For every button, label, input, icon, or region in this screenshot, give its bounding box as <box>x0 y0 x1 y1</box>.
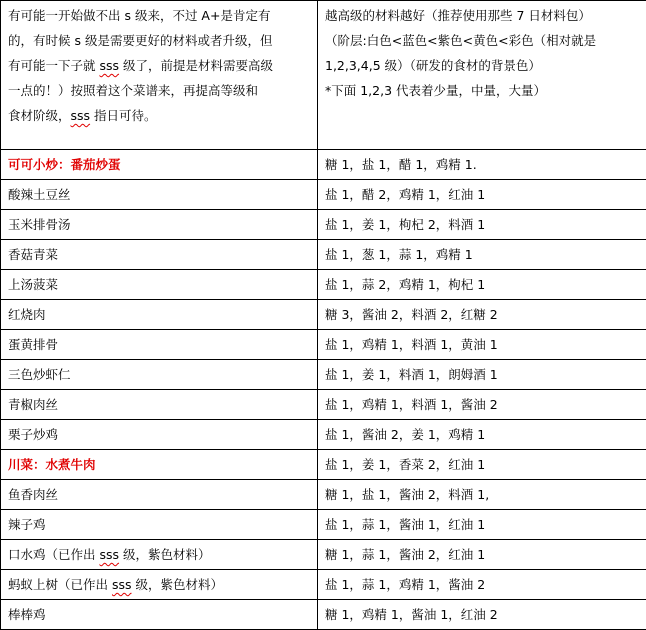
table-row <box>1 480 646 510</box>
dish-name-cell <box>1 540 318 570</box>
dish-name-cell <box>1 570 318 600</box>
sss-grade-text: sss <box>99 58 119 73</box>
table-row <box>1 360 646 390</box>
dish-name-cell <box>1 150 318 180</box>
dish-name-cell <box>1 270 318 300</box>
ingredients-cell <box>318 330 646 360</box>
table-row <box>1 240 646 270</box>
dish-name-cell <box>1 360 318 390</box>
ingredients-text: 盐 1，葱 1，蒜 1，鸡精 1 <box>325 247 473 262</box>
table-row <box>1 540 646 570</box>
header-notes-left <box>1 1 318 150</box>
section-title: 可可小炒：番茄炒蛋 <box>8 157 121 172</box>
dish-name: 上汤菠菜 <box>8 277 58 292</box>
ingredients-cell <box>318 210 646 240</box>
ingredients-text: 盐 1，鸡精 1，料酒 1，酱油 2 <box>325 397 498 412</box>
table-row <box>1 510 646 540</box>
ingredients-cell <box>318 510 646 540</box>
dish-name-suffix: 级，紫色材料） <box>119 547 210 562</box>
ingredients-text: 盐 1，鸡精 1，料酒 1，黄油 1 <box>325 337 498 352</box>
sss-grade-text: sss <box>112 577 132 592</box>
ingredients-text: 糖 1，盐 1，酱油 2，料酒 1, <box>325 487 489 502</box>
header-right-line: 1,2,3,4,5 级）（研发的食材的背景色） <box>325 53 646 78</box>
ingredients-cell <box>318 240 646 270</box>
ingredients-cell <box>318 390 646 420</box>
table-row <box>1 390 646 420</box>
ingredients-cell <box>318 300 646 330</box>
dish-name-cell <box>1 480 318 510</box>
dish-name-cell <box>1 510 318 540</box>
header-right-line: *下面 1,2,3 代表着少量，中量，大量） <box>325 78 646 103</box>
header-left-text: 的，有时候 s 级是需要更好的材料或者升级，但 <box>8 33 272 48</box>
dish-name: 红烧肉 <box>8 307 46 322</box>
dish-name: 玉米排骨汤 <box>8 217 71 232</box>
table-row <box>1 450 646 480</box>
header-left-line <box>8 3 311 28</box>
dish-name-cell <box>1 330 318 360</box>
dish-name: 三色炒虾仁 <box>8 367 71 382</box>
ingredients-cell <box>318 570 646 600</box>
ingredients-text: 盐 1，蒜 2，鸡精 1，枸杞 1 <box>325 277 485 292</box>
table-header-row <box>1 1 646 150</box>
ingredients-cell <box>318 270 646 300</box>
table-row <box>1 210 646 240</box>
ingredients-text: 糖 3，酱油 2，料酒 2，红糖 2 <box>325 307 498 322</box>
header-right-line: 越高级的材料越好（推荐使用那些 7 日材料包） <box>325 3 646 28</box>
dish-name: 蚂蚁上树（已作出 <box>8 577 112 592</box>
dish-name-cell <box>1 240 318 270</box>
dish-name-suffix: 级，紫色材料） <box>132 577 223 592</box>
ingredients-text: 盐 1，姜 1，枸杞 2，料酒 1 <box>325 217 485 232</box>
ingredients-cell <box>318 600 646 630</box>
header-left-text: 有可能一开始做不出 s 级来，不过 A+是肯定有 <box>8 8 270 23</box>
sss-grade-text: sss <box>71 108 91 123</box>
header-left-line <box>8 78 311 103</box>
dish-name: 辣子鸡 <box>8 517 46 532</box>
dish-name-cell <box>1 420 318 450</box>
header-left-line <box>8 28 311 53</box>
header-left-text: 指日可待。 <box>90 108 156 123</box>
sss-grade-text: sss <box>99 547 119 562</box>
ingredients-cell <box>318 540 646 570</box>
ingredients-text: 糖 1，蒜 1，酱油 2，红油 1 <box>325 547 485 562</box>
table-row <box>1 270 646 300</box>
dish-name: 鱼香肉丝 <box>8 487 58 502</box>
ingredients-text: 盐 1，醋 2，鸡精 1，红油 1 <box>325 187 485 202</box>
ingredients-cell <box>318 420 646 450</box>
header-left-text: 食材阶级， <box>8 108 71 123</box>
ingredients-cell <box>318 480 646 510</box>
table-row <box>1 600 646 630</box>
ingredients-cell <box>318 360 646 390</box>
dish-name-cell <box>1 210 318 240</box>
table-row <box>1 420 646 450</box>
header-left-line <box>8 103 311 128</box>
table-row <box>1 180 646 210</box>
table-row <box>1 570 646 600</box>
recipe-table-body <box>1 1 646 630</box>
header-left-text: 一点的！）按照着这个菜谱来，再提高等级和 <box>8 83 258 98</box>
ingredients-text: 盐 1，酱油 2，姜 1，鸡精 1 <box>325 427 485 442</box>
ingredients-cell <box>318 180 646 210</box>
ingredients-cell <box>318 450 646 480</box>
ingredients-text: 盐 1，蒜 1，酱油 1，红油 1 <box>325 517 485 532</box>
dish-name: 棒棒鸡 <box>8 607 46 622</box>
dish-name-cell <box>1 600 318 630</box>
header-right-line: （阶层:白色<蓝色<紫色<黄色<彩色（相对就是 <box>325 28 646 53</box>
dish-name-cell <box>1 300 318 330</box>
dish-name: 香菇青菜 <box>8 247 58 262</box>
table-row <box>1 150 646 180</box>
header-left-text: 有可能一下子就 <box>8 58 99 73</box>
dish-name-cell <box>1 390 318 420</box>
dish-name-cell <box>1 450 318 480</box>
ingredients-text: 盐 1，蒜 1，鸡精 1，酱油 2 <box>325 577 485 592</box>
dish-name: 栗子炒鸡 <box>8 427 58 442</box>
table-row <box>1 300 646 330</box>
ingredients-text: 糖 1，鸡精 1，酱油 1，红油 2 <box>325 607 498 622</box>
header-left-text: 级了，前提是材料需要高级 <box>119 58 273 73</box>
table-row <box>1 330 646 360</box>
dish-name: 蛋黄排骨 <box>8 337 58 352</box>
dish-name: 酸辣土豆丝 <box>8 187 71 202</box>
dish-name: 口水鸡（已作出 <box>8 547 99 562</box>
ingredients-text: 盐 1，姜 1，料酒 1，朗姆酒 1 <box>325 367 498 382</box>
header-notes-right <box>318 1 646 150</box>
dish-name: 青椒肉丝 <box>8 397 58 412</box>
ingredients-cell <box>318 150 646 180</box>
section-title: 川菜：水煮牛肉 <box>8 457 96 472</box>
ingredients-text: 盐 1，姜 1，香菜 2，红油 1 <box>325 457 485 472</box>
header-left-line <box>8 53 311 78</box>
dish-name-cell <box>1 180 318 210</box>
ingredients-text: 糖 1，盐 1，醋 1，鸡精 1. <box>325 157 477 172</box>
